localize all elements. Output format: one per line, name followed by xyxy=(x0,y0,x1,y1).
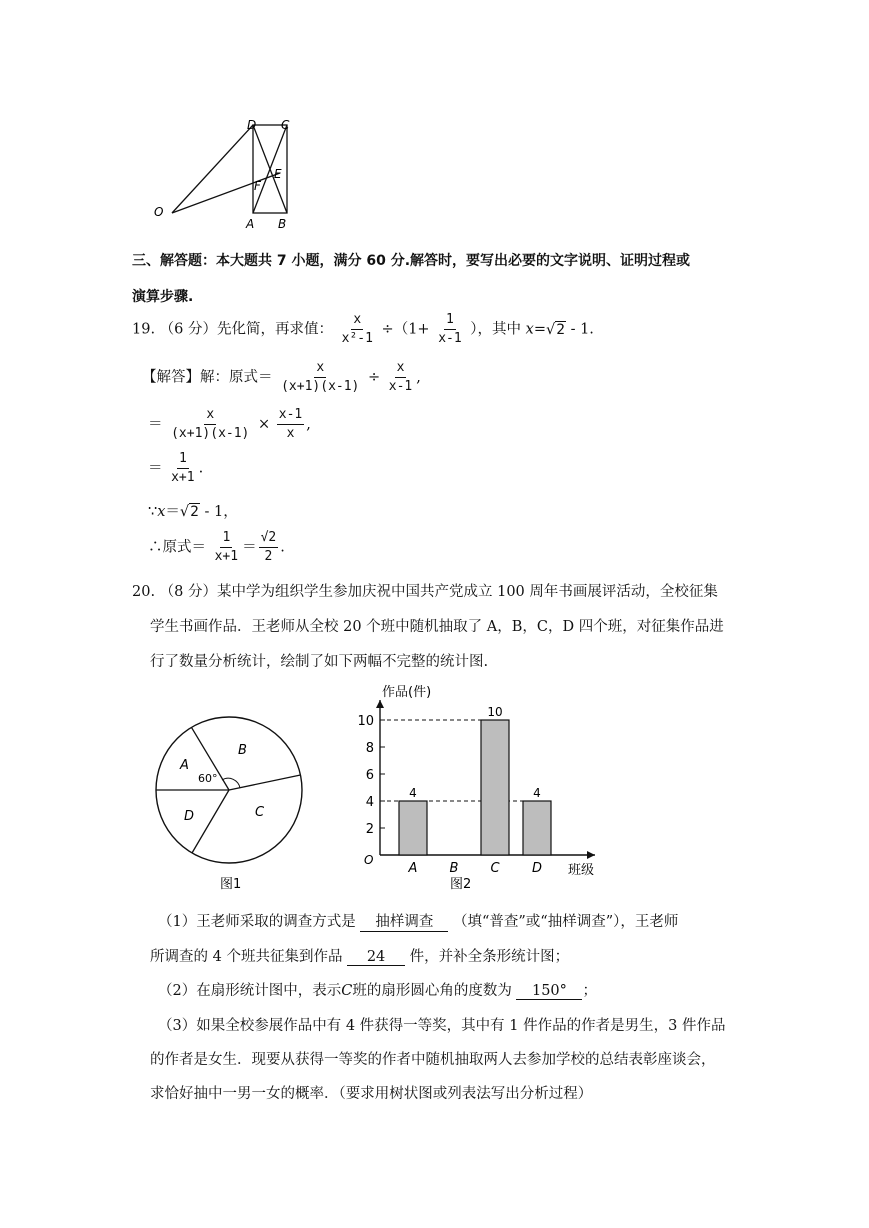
q19-statement xyxy=(132,312,594,347)
y-tick-label: 2 xyxy=(365,822,374,837)
part1-text-b: （填“普查”或“抽样调查”），王老师 xyxy=(452,914,679,930)
q19-fraction-1: $\frac{x}{\text{x²-1}}$ xyxy=(341,312,373,346)
q19-solution-step2 xyxy=(148,407,311,442)
because-sqrt: √2 xyxy=(179,504,199,520)
part1-text-d: 件，并补全条形统计图； xyxy=(409,949,570,965)
q19-therefore-line xyxy=(148,530,285,565)
q19-fraction-2: $\frac{1}{x-1}$ xyxy=(438,312,462,346)
section-heading-line2: 演算步骤. xyxy=(132,289,194,305)
pie-label-C: C xyxy=(255,805,265,820)
category-label: B xyxy=(449,861,459,876)
therefore-eq: ＝ xyxy=(242,539,257,556)
pie-angle-label: 60° xyxy=(198,772,218,785)
solution-label: 【解答】解：原式＝ xyxy=(142,369,273,386)
q19-solution-step1 xyxy=(142,360,421,395)
q20-line3: 行了数量分析统计，绘制了如下两幅不完整的统计图. xyxy=(150,654,489,670)
y-axis-arrow xyxy=(376,700,384,708)
bar-chart-figure xyxy=(350,680,610,900)
q19-solution-step3 xyxy=(148,451,203,486)
because-eq: ＝ xyxy=(165,504,180,520)
bar-value-label: 4 xyxy=(533,786,541,800)
y-tick-label: 8 xyxy=(365,741,374,756)
because-symbol: ∵ xyxy=(148,504,158,520)
pie-caption: 图1 xyxy=(220,877,242,892)
therefore-period: . xyxy=(280,539,285,556)
category-label: A xyxy=(408,861,418,876)
pie-chart-figure xyxy=(140,710,320,900)
y-tick-label: 10 xyxy=(357,714,374,729)
category-label: C xyxy=(490,861,500,876)
q19-divide: ÷（1+ xyxy=(381,321,430,338)
section-heading-line1: 三、解答题：本大题共 7 小题，满分 60 分.解答时，要写出必要的文字说明、证明过程或 xyxy=(132,253,691,269)
geometry-figure xyxy=(150,115,310,235)
because-x: x xyxy=(157,504,166,520)
q20-line1: 20. （8 分）某中学为组织学生参加庆祝中国共产党成立 100 周年书画展评活动，全校征集 xyxy=(132,584,718,600)
therefore-fraction-b: $\frac{√2}{2}$ xyxy=(260,530,277,564)
bar-value-label: 10 xyxy=(487,705,503,719)
pie-label-B: B xyxy=(238,743,247,758)
step1-fraction-b: $\frac{x}{x-1}$ xyxy=(388,360,413,394)
label-A: A xyxy=(246,217,255,231)
y-tick-label: 6 xyxy=(365,768,374,783)
part2-end: ； xyxy=(582,983,597,999)
pie-label-D: D xyxy=(184,809,195,824)
q20-part1-line2 xyxy=(150,945,569,966)
label-O: O xyxy=(154,205,164,219)
step2-times: × xyxy=(258,416,271,433)
q19-tail: ），其中 xyxy=(470,321,526,338)
bar-D xyxy=(523,801,551,855)
bar-A xyxy=(399,801,427,855)
part1-text-c: 所调查的 4 个班共征集到作品 xyxy=(150,949,343,965)
q20-part3-line1: （3）如果全校参展作品中有 4 件获得一等奖，其中有 1 件作品的作者是男生，3 件作品 xyxy=(158,1018,726,1034)
label-C: C xyxy=(281,118,290,132)
q19-number: 19. xyxy=(132,321,156,338)
part2-text-b: 班的扇形圆心角的度数为 xyxy=(352,983,512,999)
label-E: E xyxy=(274,167,282,181)
part2-class-c: C xyxy=(341,983,353,999)
therefore-label: ∴原式＝ xyxy=(148,539,206,556)
q19-sqrt: √2 xyxy=(545,321,565,338)
q20-part3-line3: 求恰好抽中一男一女的概率．（要求用树状图或列表法写出分析过程） xyxy=(150,1086,593,1102)
bar-chart-ylabel: 作品(件) xyxy=(382,685,432,700)
bar-chart-caption: 图2 xyxy=(450,877,472,892)
q19-minus-one: - 1. xyxy=(565,321,594,338)
step1-fraction-a: $\frac{x}{(x+1)(x-1)}$ xyxy=(281,360,360,394)
q20-part2 xyxy=(158,979,597,1000)
label-D: D xyxy=(247,118,257,132)
label-B: B xyxy=(278,217,287,231)
bar-C xyxy=(481,720,509,855)
q19-points: （6 分）先化简，再求值： xyxy=(159,321,334,338)
bar-chart-origin: O xyxy=(364,853,374,867)
step3-eq: ＝ xyxy=(148,460,163,477)
q20-part3-line2: 的作者是女生．现要从获得一等奖的作者中随机抽取两人去参加学校的总结表彰座谈会， xyxy=(150,1052,716,1068)
q20-line2: 学生书画作品．王老师从全校 20 个班中随机抽取了 A，B，C，D 四个班，对征集作品进 xyxy=(150,619,724,635)
q19-because-line xyxy=(148,500,238,521)
step1-divide: ÷ xyxy=(368,369,381,386)
step2-fraction-a: $\frac{x}{(x+1)(x-1)}$ xyxy=(171,407,250,441)
part1-answer-count: 24 xyxy=(347,949,405,966)
step2-comma: , xyxy=(306,416,311,433)
because-tail: - 1， xyxy=(199,504,238,520)
q19-eq: = xyxy=(533,321,546,338)
step2-eq: ＝ xyxy=(148,416,163,433)
step3-fraction: $\frac{1}{x+1}$ xyxy=(171,451,195,485)
part1-answer-survey: 抽样调查 xyxy=(360,910,448,932)
category-label: D xyxy=(531,861,543,876)
q20-part1-line1 xyxy=(158,910,678,932)
step1-comma: , xyxy=(416,369,421,386)
step3-period: . xyxy=(198,460,204,477)
step2-fraction-b: $\frac{x-1}{x}$ xyxy=(278,407,303,441)
part2-answer-angle: 150° xyxy=(516,983,582,1000)
q19-x-var: x xyxy=(525,321,534,338)
part1-text-a: （1）王老师采取的调查方式是 xyxy=(158,914,356,930)
bar-value-label: 4 xyxy=(409,786,417,800)
pie-label-A: A xyxy=(180,758,189,773)
y-tick-label: 4 xyxy=(365,795,374,810)
therefore-fraction-a: $\frac{1}{x+1}$ xyxy=(214,530,239,564)
part2-text-a: （2）在扇形统计图中，表示 xyxy=(158,983,342,999)
bar-chart-xlabel: 班级 xyxy=(568,863,595,878)
label-F: F xyxy=(254,179,261,193)
x-axis-arrow xyxy=(587,851,595,859)
